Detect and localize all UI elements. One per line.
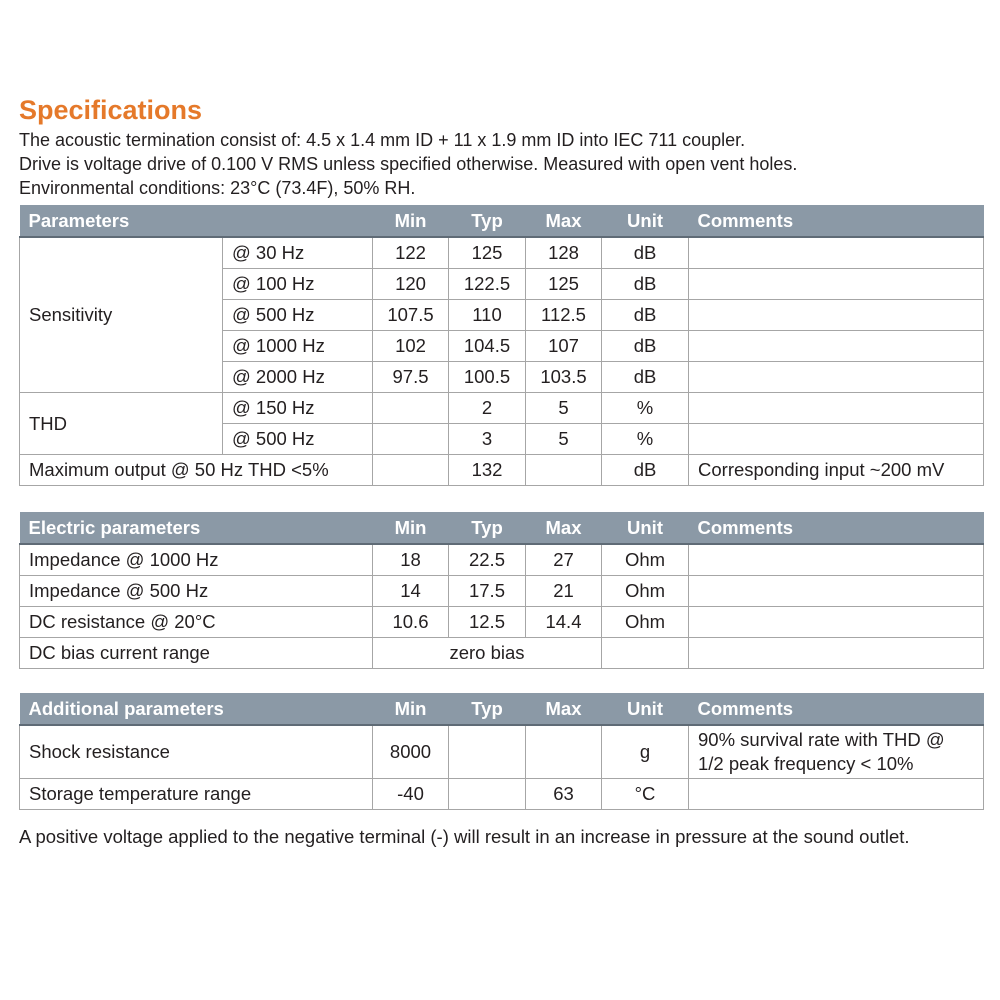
comment-cell	[689, 779, 984, 810]
header-max: Max	[526, 205, 602, 237]
comment-cell	[689, 638, 984, 669]
unit-cell: dB	[602, 300, 689, 331]
thd-label: THD	[20, 393, 223, 455]
header-min: Min	[373, 693, 449, 725]
param-cell: Storage temperature range	[20, 779, 373, 810]
min-cell	[373, 424, 449, 455]
header-unit: Unit	[602, 693, 689, 725]
param-cell: DC resistance @ 20°C	[20, 607, 373, 638]
condition-cell: @ 500 Hz	[223, 424, 373, 455]
intro-line-1: The acoustic termination consist of: 4.5 x 1.4 mm ID + 11 x 1.9 mm ID into IEC 711 coupler.	[19, 130, 746, 150]
table-row	[20, 576, 984, 607]
typ-cell	[449, 779, 526, 810]
min-cell: 97.5	[373, 362, 449, 393]
condition-cell: @ 30 Hz	[223, 237, 373, 269]
table-header-row	[20, 693, 984, 725]
min-cell	[373, 393, 449, 424]
typ-cell: 22.5	[449, 544, 526, 576]
table-row	[20, 725, 984, 779]
typ-cell: 132	[449, 455, 526, 486]
typ-cell: 17.5	[449, 576, 526, 607]
max-cell: 112.5	[526, 300, 602, 331]
table-row	[20, 779, 984, 810]
min-cell: 122	[373, 237, 449, 269]
typ-cell	[449, 725, 526, 779]
condition-cell: @ 100 Hz	[223, 269, 373, 300]
typ-cell: 104.5	[449, 331, 526, 362]
header-unit: Unit	[602, 205, 689, 237]
header-comments: Comments	[689, 512, 984, 544]
max-cell: 14.4	[526, 607, 602, 638]
header-comments: Comments	[689, 693, 984, 725]
typ-cell: 125	[449, 237, 526, 269]
header-parameters: Parameters	[20, 205, 373, 237]
comment-line-1: 90% survival rate with THD @	[698, 729, 945, 750]
max-cell: 27	[526, 544, 602, 576]
typ-cell: 2	[449, 393, 526, 424]
sensitivity-label: Sensitivity	[20, 237, 223, 393]
comment-cell	[689, 424, 984, 455]
min-cell	[373, 455, 449, 486]
max-cell: 128	[526, 237, 602, 269]
comment-cell	[689, 576, 984, 607]
table-row	[20, 455, 984, 486]
max-cell: 125	[526, 269, 602, 300]
comment-cell	[689, 237, 984, 269]
max-cell: 21	[526, 576, 602, 607]
header-min: Min	[373, 512, 449, 544]
condition-cell: @ 150 Hz	[223, 393, 373, 424]
min-cell: 14	[373, 576, 449, 607]
table-header-row	[20, 205, 984, 237]
unit-cell: dB	[602, 237, 689, 269]
max-cell: 63	[526, 779, 602, 810]
typ-cell: 110	[449, 300, 526, 331]
intro-line-2: Drive is voltage drive of 0.100 V RMS unless specified otherwise. Measured with open vent holes.	[19, 154, 798, 174]
condition-cell: @ 2000 Hz	[223, 362, 373, 393]
max-cell: 107	[526, 331, 602, 362]
min-cell: 10.6	[373, 607, 449, 638]
comment-cell	[689, 393, 984, 424]
min-cell: 120	[373, 269, 449, 300]
unit-cell: g	[602, 725, 689, 779]
header-unit: Unit	[602, 512, 689, 544]
unit-cell: dB	[602, 455, 689, 486]
min-cell: 107.5	[373, 300, 449, 331]
comment-cell	[689, 544, 984, 576]
typ-cell: 3	[449, 424, 526, 455]
comment-cell: Corresponding input ~200 mV	[689, 455, 984, 486]
header-additional-parameters: Additional parameters	[20, 693, 373, 725]
comment-cell	[689, 300, 984, 331]
param-cell: Impedance @ 500 Hz	[20, 576, 373, 607]
comment-cell	[689, 331, 984, 362]
min-cell: -40	[373, 779, 449, 810]
max-cell: 103.5	[526, 362, 602, 393]
header-electric-parameters: Electric parameters	[20, 512, 373, 544]
comment-cell	[689, 362, 984, 393]
header-min: Min	[373, 205, 449, 237]
param-cell: Shock resistance	[20, 725, 373, 779]
max-output-label: Maximum output @ 50 Hz THD <5%	[20, 455, 373, 486]
table-row	[20, 237, 984, 269]
max-cell: 5	[526, 393, 602, 424]
intro-line-3: Environmental conditions: 23°C (73.4F), 50% RH.	[19, 178, 416, 198]
typ-cell: 100.5	[449, 362, 526, 393]
table-row	[20, 638, 984, 669]
typ-cell: 122.5	[449, 269, 526, 300]
footer-note: A positive voltage applied to the negative terminal (-) will result in an increase in pressure at the sound outlet.	[19, 826, 910, 847]
min-cell: 102	[373, 331, 449, 362]
condition-cell: @ 1000 Hz	[223, 331, 373, 362]
comment-cell	[689, 725, 984, 779]
comment-cell	[689, 269, 984, 300]
parameters-table	[19, 205, 984, 486]
min-cell: 8000	[373, 725, 449, 779]
typ-cell: 12.5	[449, 607, 526, 638]
unit-cell: Ohm	[602, 607, 689, 638]
electric-parameters-table	[19, 512, 984, 669]
header-max: Max	[526, 512, 602, 544]
unit-cell: °C	[602, 779, 689, 810]
max-cell	[526, 455, 602, 486]
header-typ: Typ	[449, 205, 526, 237]
header-comments: Comments	[689, 205, 984, 237]
unit-cell: %	[602, 393, 689, 424]
max-cell	[526, 725, 602, 779]
table-row	[20, 393, 984, 424]
unit-cell: dB	[602, 331, 689, 362]
unit-cell: %	[602, 424, 689, 455]
table-header-row	[20, 512, 984, 544]
param-cell: Impedance @ 1000 Hz	[20, 544, 373, 576]
param-cell: DC bias current range	[20, 638, 373, 669]
comment-line-2: 1/2 peak frequency < 10%	[698, 753, 914, 774]
unit-cell	[602, 638, 689, 669]
unit-cell: Ohm	[602, 576, 689, 607]
page-title: Specifications	[19, 95, 203, 125]
min-cell: 18	[373, 544, 449, 576]
condition-cell: @ 500 Hz	[223, 300, 373, 331]
table-row	[20, 544, 984, 576]
unit-cell: dB	[602, 362, 689, 393]
unit-cell: dB	[602, 269, 689, 300]
max-cell: 5	[526, 424, 602, 455]
table-row	[20, 607, 984, 638]
comment-cell	[689, 607, 984, 638]
header-max: Max	[526, 693, 602, 725]
additional-parameters-table	[19, 693, 984, 810]
header-typ: Typ	[449, 693, 526, 725]
unit-cell: Ohm	[602, 544, 689, 576]
dc-bias-value: zero bias	[373, 638, 602, 669]
header-typ: Typ	[449, 512, 526, 544]
